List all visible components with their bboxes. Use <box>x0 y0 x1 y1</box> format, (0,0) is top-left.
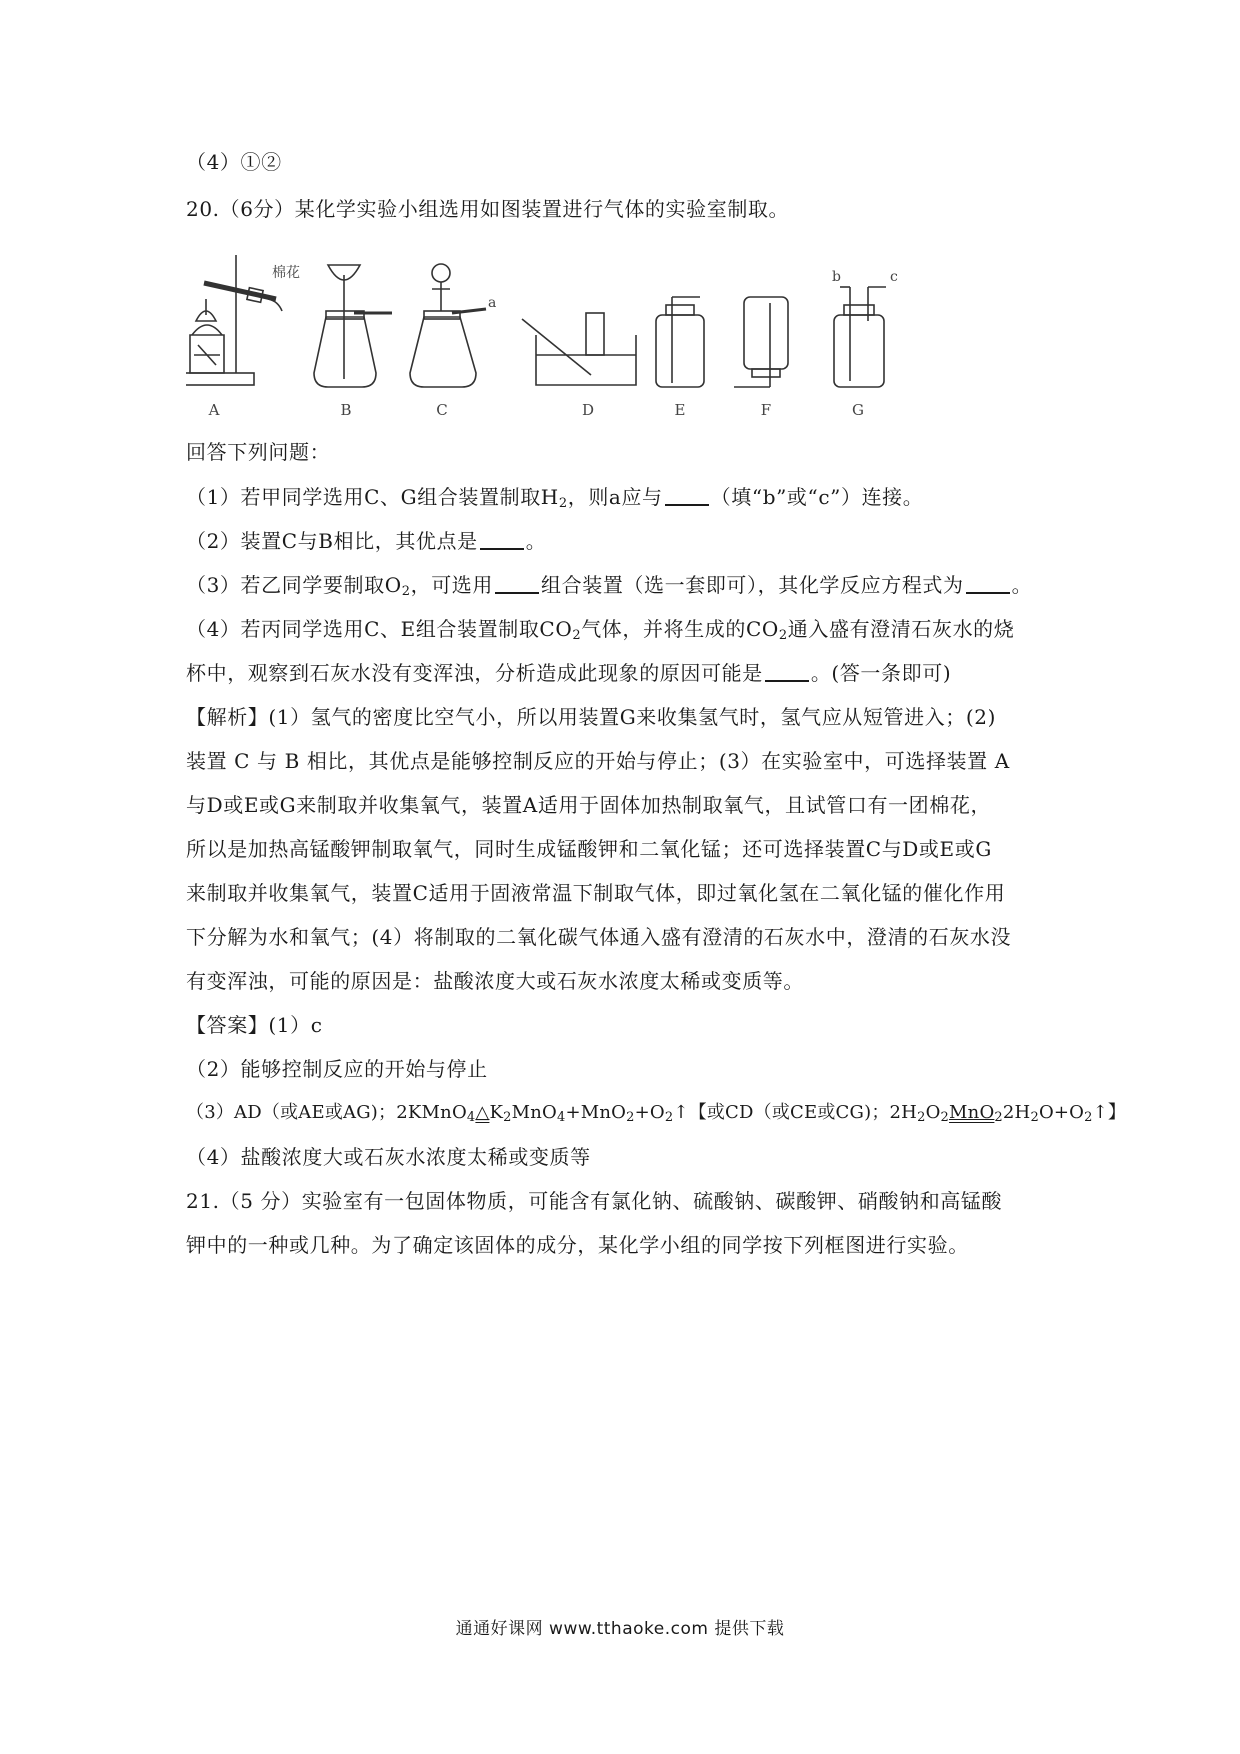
label-c: c <box>890 269 898 285</box>
apparatus-figure <box>186 255 946 425</box>
label-G: G <box>852 401 864 419</box>
answer-blank <box>665 486 709 506</box>
answer-2: （2）能够控制反应的开始与停止 <box>186 1057 488 1081</box>
q20-sub4-line2: 杯中，观察到石灰水没有变浑浊，分析造成此现象的原因可能是 。(答一条即可) <box>186 661 952 685</box>
q21-line-2: 钾中的一种或几种。为了确定该固体的成分，某化学小组的同学按下列框图进行实验。 <box>186 1233 969 1257</box>
q20-stem: 20.（6分）某化学实验小组选用如图装置进行气体的实验室制取。 <box>186 197 790 221</box>
apparatus-b <box>314 265 392 387</box>
apparatus-e <box>656 297 704 387</box>
label-F: F <box>760 401 772 419</box>
answer-1: 【答案】(1）c <box>186 1013 323 1037</box>
label-B: B <box>340 401 352 419</box>
q20-sub2: （2）装置C与B相比，其优点是 。 <box>186 529 547 553</box>
label-A: A <box>208 401 220 419</box>
answer-blank <box>765 662 809 682</box>
cotton-label: 棉花 <box>272 265 300 281</box>
catalyst-condition: MnO$_2$ <box>949 1102 1003 1125</box>
label-a: a <box>488 295 497 311</box>
answer-4: （4）盐酸浓度大或石灰水浓度太稀或变质等 <box>186 1145 591 1169</box>
top-answer: （4）①② <box>186 150 282 174</box>
label-C: C <box>436 401 448 419</box>
analysis-line-5: 来制取并收集氧气，装置C适用于固液常温下制取气体，即过氧化氢在二氧化锰的催化作用 <box>186 881 1006 905</box>
q20-sub3: （3）若乙同学要制取$O_2$，可选用 组合装置（选一套即可），其化学反应方程式为 。 <box>186 573 1033 599</box>
analysis-line-1: 【解析】(1）氢气的密度比空气小，所以用装置G来收集氢气时，氢气应从短管进入；(2) <box>186 705 997 729</box>
q20-sub1: （1）若甲同学选用C、G组合装置制取$H_2$，则a应与 （填“b”或“c”）连接。 <box>186 485 924 511</box>
analysis-line-4: 所以是加热高锰酸钾制取氧气，同时生成锰酸钾和二氧化锰；还可选择装置C与D或E或G <box>186 837 992 861</box>
analysis-line-2: 装置 C 与 B 相比，其优点是能够控制反应的开始与停止；(3）在实验室中，可选择装置 A <box>186 749 1010 773</box>
analysis-line-6: 下分解为水和氧气；(4）将制取的二氧化碳气体通入盛有澄清的石灰水中，澄清的石灰水没 <box>186 925 1012 949</box>
q20-prompt: 回答下列问题： <box>186 440 331 464</box>
apparatus-g <box>834 287 886 387</box>
heat-condition: △ <box>475 1102 490 1123</box>
page-footer: 通通好课网 www.tthaoke.com 提供下载 <box>455 1619 785 1639</box>
answer-blank <box>495 574 539 594</box>
apparatus-c <box>410 264 486 387</box>
q21-line-1: 21.（5 分）实验室有一包固体物质，可能含有氯化钠、硫酸钠、碳酸钾、硝酸钠和高锰酸 <box>186 1189 1003 1213</box>
q20-sub4-line1: （4）若丙同学选用C、E组合装置制取$CO_2$气体，并将生成的$CO_2$通入盛有澄清石灰水的烧 <box>186 617 1015 643</box>
label-b: b <box>832 269 841 285</box>
answer-blank <box>966 574 1010 594</box>
label-D: D <box>581 401 595 419</box>
apparatus-a <box>186 255 282 385</box>
analysis-line-3: 与D或E或G来制取并收集氧气，装置A适用于固体加热制取氧气，且试管口有一团棉花， <box>186 793 992 817</box>
analysis-line-7: 有变浑浊，可能的原因是：盐酸浓度大或石灰水浓度太稀或变质等。 <box>186 969 804 993</box>
label-E: E <box>674 401 686 419</box>
apparatus-d <box>522 313 636 385</box>
answer-blank <box>480 530 524 550</box>
apparatus-f <box>734 297 788 387</box>
answer-3: （3）AD（或AE或AG)；$2KMnO_4\triangle K_2MnO_4+MnO_2+O_2↑$【或CD（或CE或CG)；$2H_2O_2MnO_22H_2O+O_2↑$】 <box>186 1102 1127 1125</box>
